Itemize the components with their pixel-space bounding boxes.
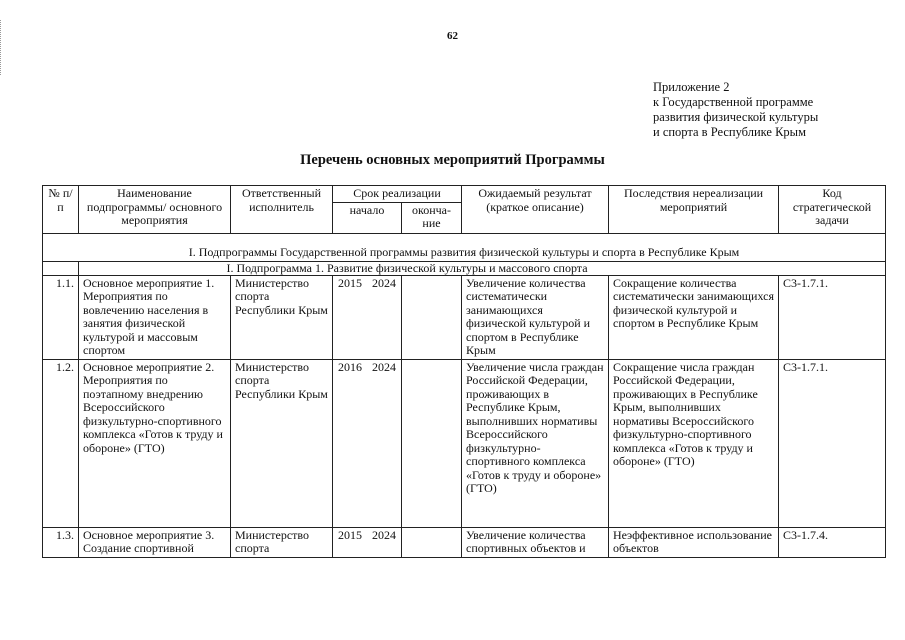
row-num: 1.3. xyxy=(43,527,79,557)
row-end: 2024 xyxy=(372,359,396,374)
row-name: Основное мероприятие 2. Мероприятия по поэтапному внедрению Всероссийского физкультурно-спортивного комплекса «Готов к труду и обороне» (ГТО) xyxy=(79,359,231,527)
header-consequences: Последствия нереализации мероприятий xyxy=(609,186,779,234)
header-num: № п/п xyxy=(43,186,79,234)
appendix-line: к Государственной программе xyxy=(653,95,814,109)
row-end: 2024 xyxy=(372,527,396,542)
scan-artifact xyxy=(0,20,4,75)
header-row xyxy=(43,186,886,203)
row-start: 2016 xyxy=(338,359,362,374)
row-empty xyxy=(402,527,462,557)
appendix-note xyxy=(653,80,818,140)
row-executor: Министерство спорта Республики Крым xyxy=(231,275,333,359)
header-end: оконча-ние xyxy=(402,202,462,233)
row-executor: Министерство спорта Республики Крым xyxy=(231,359,333,527)
row-result: Увеличение числа граждан Российской Федерации, проживающих в Республике Крым, выполнивших нормативы Всероссийского физкультурно-спортивного комплекса «Готов к труду и обороне» (ГТО) xyxy=(462,359,609,527)
row-result: Увеличение количества систематически занимающихся физической культурой и спортом в Республике Крым xyxy=(462,275,609,359)
activities-table xyxy=(42,185,886,558)
header-start: начало xyxy=(333,202,402,233)
row-empty xyxy=(402,275,462,359)
row-consequences: Сокращение количества систематически занимающихся физической культурой и спортом в Республике Крым xyxy=(609,275,779,359)
appendix-line: Приложение 2 xyxy=(653,80,730,94)
row-code: С3-1.7.1. xyxy=(779,275,886,359)
subprogram-num-cell xyxy=(43,261,79,275)
header-code: Код стратегической задачи xyxy=(779,186,886,234)
row-term xyxy=(333,527,402,557)
header-executor: Ответственный исполнитель xyxy=(231,186,333,234)
table-row xyxy=(43,359,886,527)
table-row xyxy=(43,275,886,359)
row-num: 1.1. xyxy=(43,275,79,359)
section-title: I. Подпрограммы Государственной программы развития физической культуры и спорта в Республике Крым xyxy=(43,233,886,261)
page-number: 62 xyxy=(447,30,458,42)
section-row xyxy=(43,233,886,261)
document-title: Перечень основных мероприятий Программы xyxy=(300,152,605,168)
row-end: 2024 xyxy=(372,275,396,290)
subprogram-title: I. Подпрограмма 1. Развитие физической культуры и массового спорта xyxy=(79,261,886,275)
row-term xyxy=(333,359,402,527)
row-consequences: Сокращение числа граждан Российской Федерации, проживающих в Республике Крым, выполнивших нормативы Всероссийского физкультурно-спортивного комплекса «Готов к труду и обороне» (ГТО) xyxy=(609,359,779,527)
row-consequences: Неэффективное использование объектов xyxy=(609,527,779,557)
table-row xyxy=(43,527,886,557)
header-name: Наименование подпрограммы/ основного мероприятия xyxy=(79,186,231,234)
appendix-line: развития физической культуры xyxy=(653,110,819,124)
row-term xyxy=(333,275,402,359)
header-term: Срок реализации xyxy=(333,186,462,203)
row-result: Увеличение количества спортивных объектов и xyxy=(462,527,609,557)
row-executor: Министерство спорта xyxy=(231,527,333,557)
row-name: Основное мероприятие 1. Мероприятия по вовлечению населения в занятия физической культурой и массовым спортом xyxy=(79,275,231,359)
row-name: Основное мероприятие 3. Создание спортивной xyxy=(79,527,231,557)
header-result: Ожидаемый результат (краткое описание) xyxy=(462,186,609,234)
appendix-line: и спорта в Республике Крым xyxy=(653,125,806,139)
row-num: 1.2. xyxy=(43,359,79,527)
row-code: С3-1.7.4. xyxy=(779,527,886,557)
row-start: 2015 xyxy=(338,527,362,542)
row-empty xyxy=(402,359,462,527)
subprogram-row xyxy=(43,261,886,275)
row-code: С3-1.7.1. xyxy=(779,359,886,527)
row-start: 2015 xyxy=(338,275,362,290)
